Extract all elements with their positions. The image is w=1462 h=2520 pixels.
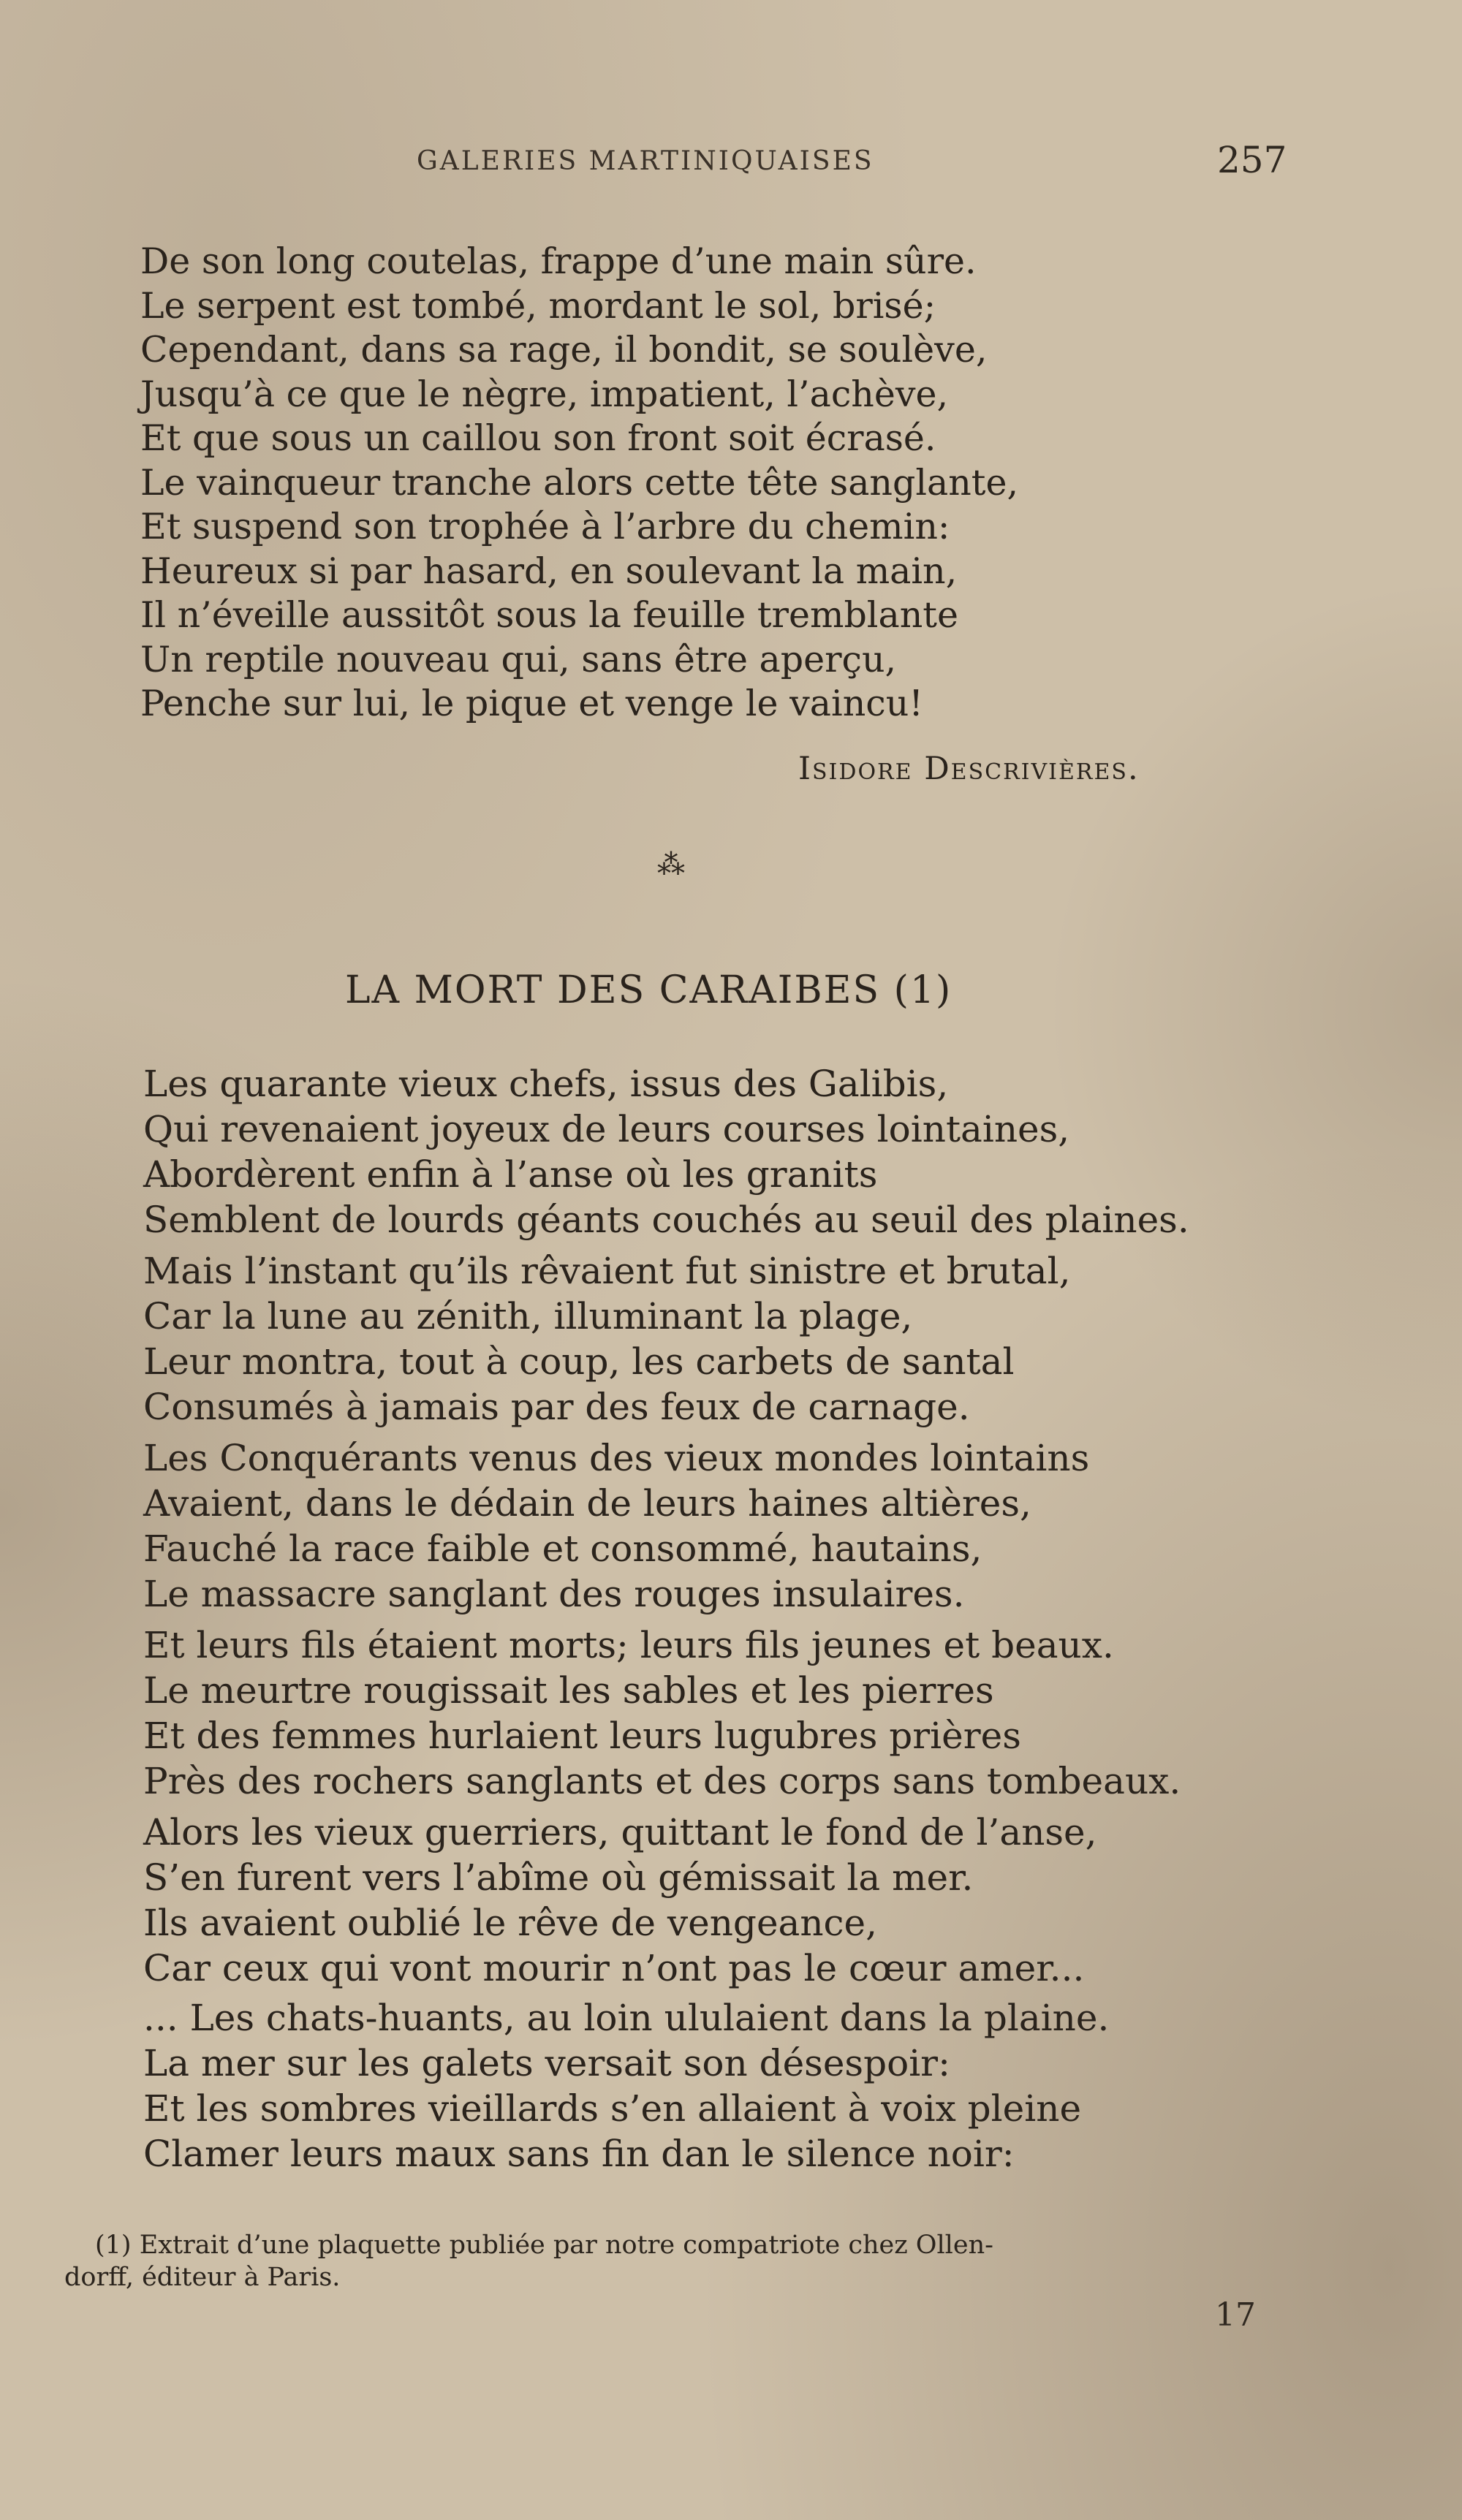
verse-line: Et que sous un caillou son front soit écrasé.: [140, 417, 936, 459]
verse-line: Abordèrent enfin à l’anse où les granits: [143, 1153, 878, 1196]
verse-line: Penche sur lui, le pique et venge le vaincu!: [140, 683, 923, 724]
verse-line: Et des femmes hurlaient leurs lugubres prières: [143, 1715, 1021, 1757]
verse-line: Cependant, dans sa rage, il bondit, se soulève,: [140, 329, 988, 371]
verse-line: Avaient, dans le dédain de leurs haines altières,: [143, 1482, 1031, 1525]
verse-line: Un reptile nouveau qui, sans être aperçu,: [140, 638, 897, 680]
verse-line: La mer sur les galets versait son désespoir:: [143, 2042, 950, 2084]
verse-line: Le massacre sanglant des rouges insulaires.: [143, 1573, 965, 1615]
verse-line: Mais l’instant qu’ils rêvaient fut sinistre et brutal,: [143, 1250, 1071, 1292]
verse-line: ... Les chats-huants, au loin ululaient dans la plaine.: [143, 1997, 1110, 2039]
verse-line: Leur montra, tout à coup, les carbets de santal: [143, 1340, 1015, 1383]
verse-line: Alors les vieux guerriers, quittant le fond de l’anse,: [143, 1811, 1097, 1853]
stanza: [143, 1995, 1109, 2176]
stanza: [143, 1248, 1070, 1430]
verse-line: Car ceux qui vont mourir n’ont pas le cœur amer...: [143, 1947, 1085, 1989]
poem-continuation: [140, 240, 1018, 726]
footnote: [64, 2229, 1307, 2293]
verse-line: Car la lune au zénith, illuminant la plage,: [143, 1295, 913, 1337]
verse-line: Qui revenaient joyeux de leurs courses lointaines,: [143, 1108, 1070, 1150]
footnote-line: (1) Extrait d’une plaquette publiée par notre compatriote chez Ollen-: [95, 2231, 993, 2260]
verse-line: S’en furent vers l’abîme où gémissait la mer.: [143, 1856, 974, 1899]
section-separator: ⁂: [657, 849, 685, 881]
stanza: [143, 1623, 1181, 1804]
verse-line: Consumés à jamais par des feux de carnage.: [143, 1386, 970, 1428]
verse-line: Et leurs fils étaient morts; leurs fils jeunes et beaux.: [143, 1624, 1114, 1666]
verse-line: Jusqu’à ce que le nègre, impatient, l’achève,: [140, 373, 949, 415]
verse-line: Le vainqueur tranche alors cette tête sanglante,: [140, 461, 1019, 504]
verse-line: Clamer leurs maux sans fin dan le silence noir:: [143, 2133, 1015, 2175]
stanza: [143, 1435, 1089, 1617]
verse-line: Heureux si par hasard, en soulevant la main,: [140, 550, 958, 592]
verse-line: Le serpent est tombé, mordant le sol, brisé;: [140, 284, 936, 327]
running-head: GALERIES MARTINIQUAISES: [417, 146, 874, 176]
footnote-line: dorff, éditeur à Paris.: [64, 2263, 341, 2292]
verse-line: Fauché la race faible et consommé, hautains,: [143, 1527, 982, 1570]
verse-line: Le meurtre rougissait les sables et les pierres: [143, 1669, 994, 1712]
verse-line: Semblent de lourds géants couchés au seuil des plaines.: [143, 1199, 1189, 1241]
verse-line: De son long coutelas, frappe d’une main sûre.: [140, 240, 977, 282]
author-signature: Isidore Descrivières.: [798, 751, 1140, 787]
verse-line: Les Conquérants venus des vieux mondes lointains: [143, 1437, 1090, 1479]
verse-line: Et les sombres vieillards s’en allaient à voix pleine: [143, 2087, 1082, 2130]
verse-line: Les quarante vieux chefs, issus des Galibis,: [143, 1063, 949, 1105]
verse-line: Près des rochers sanglants et des corps sans tombeaux.: [143, 1760, 1181, 1802]
poem-title: LA MORT DES CARAIBES (1): [345, 968, 952, 1012]
verse-line: Il n’éveille aussitôt sous la feuille tremblante: [140, 594, 958, 636]
printer-signature-mark: 17: [1215, 2296, 1256, 2334]
page-number: 257: [1217, 139, 1287, 181]
stanza: [143, 1061, 1189, 1242]
verse-line: Ils avaient oublié le rêve de vengeance,: [143, 1902, 878, 1944]
stanza: [143, 1810, 1097, 1991]
verse-line: Et suspend son trophée à l’arbre du chemin:: [140, 506, 950, 547]
